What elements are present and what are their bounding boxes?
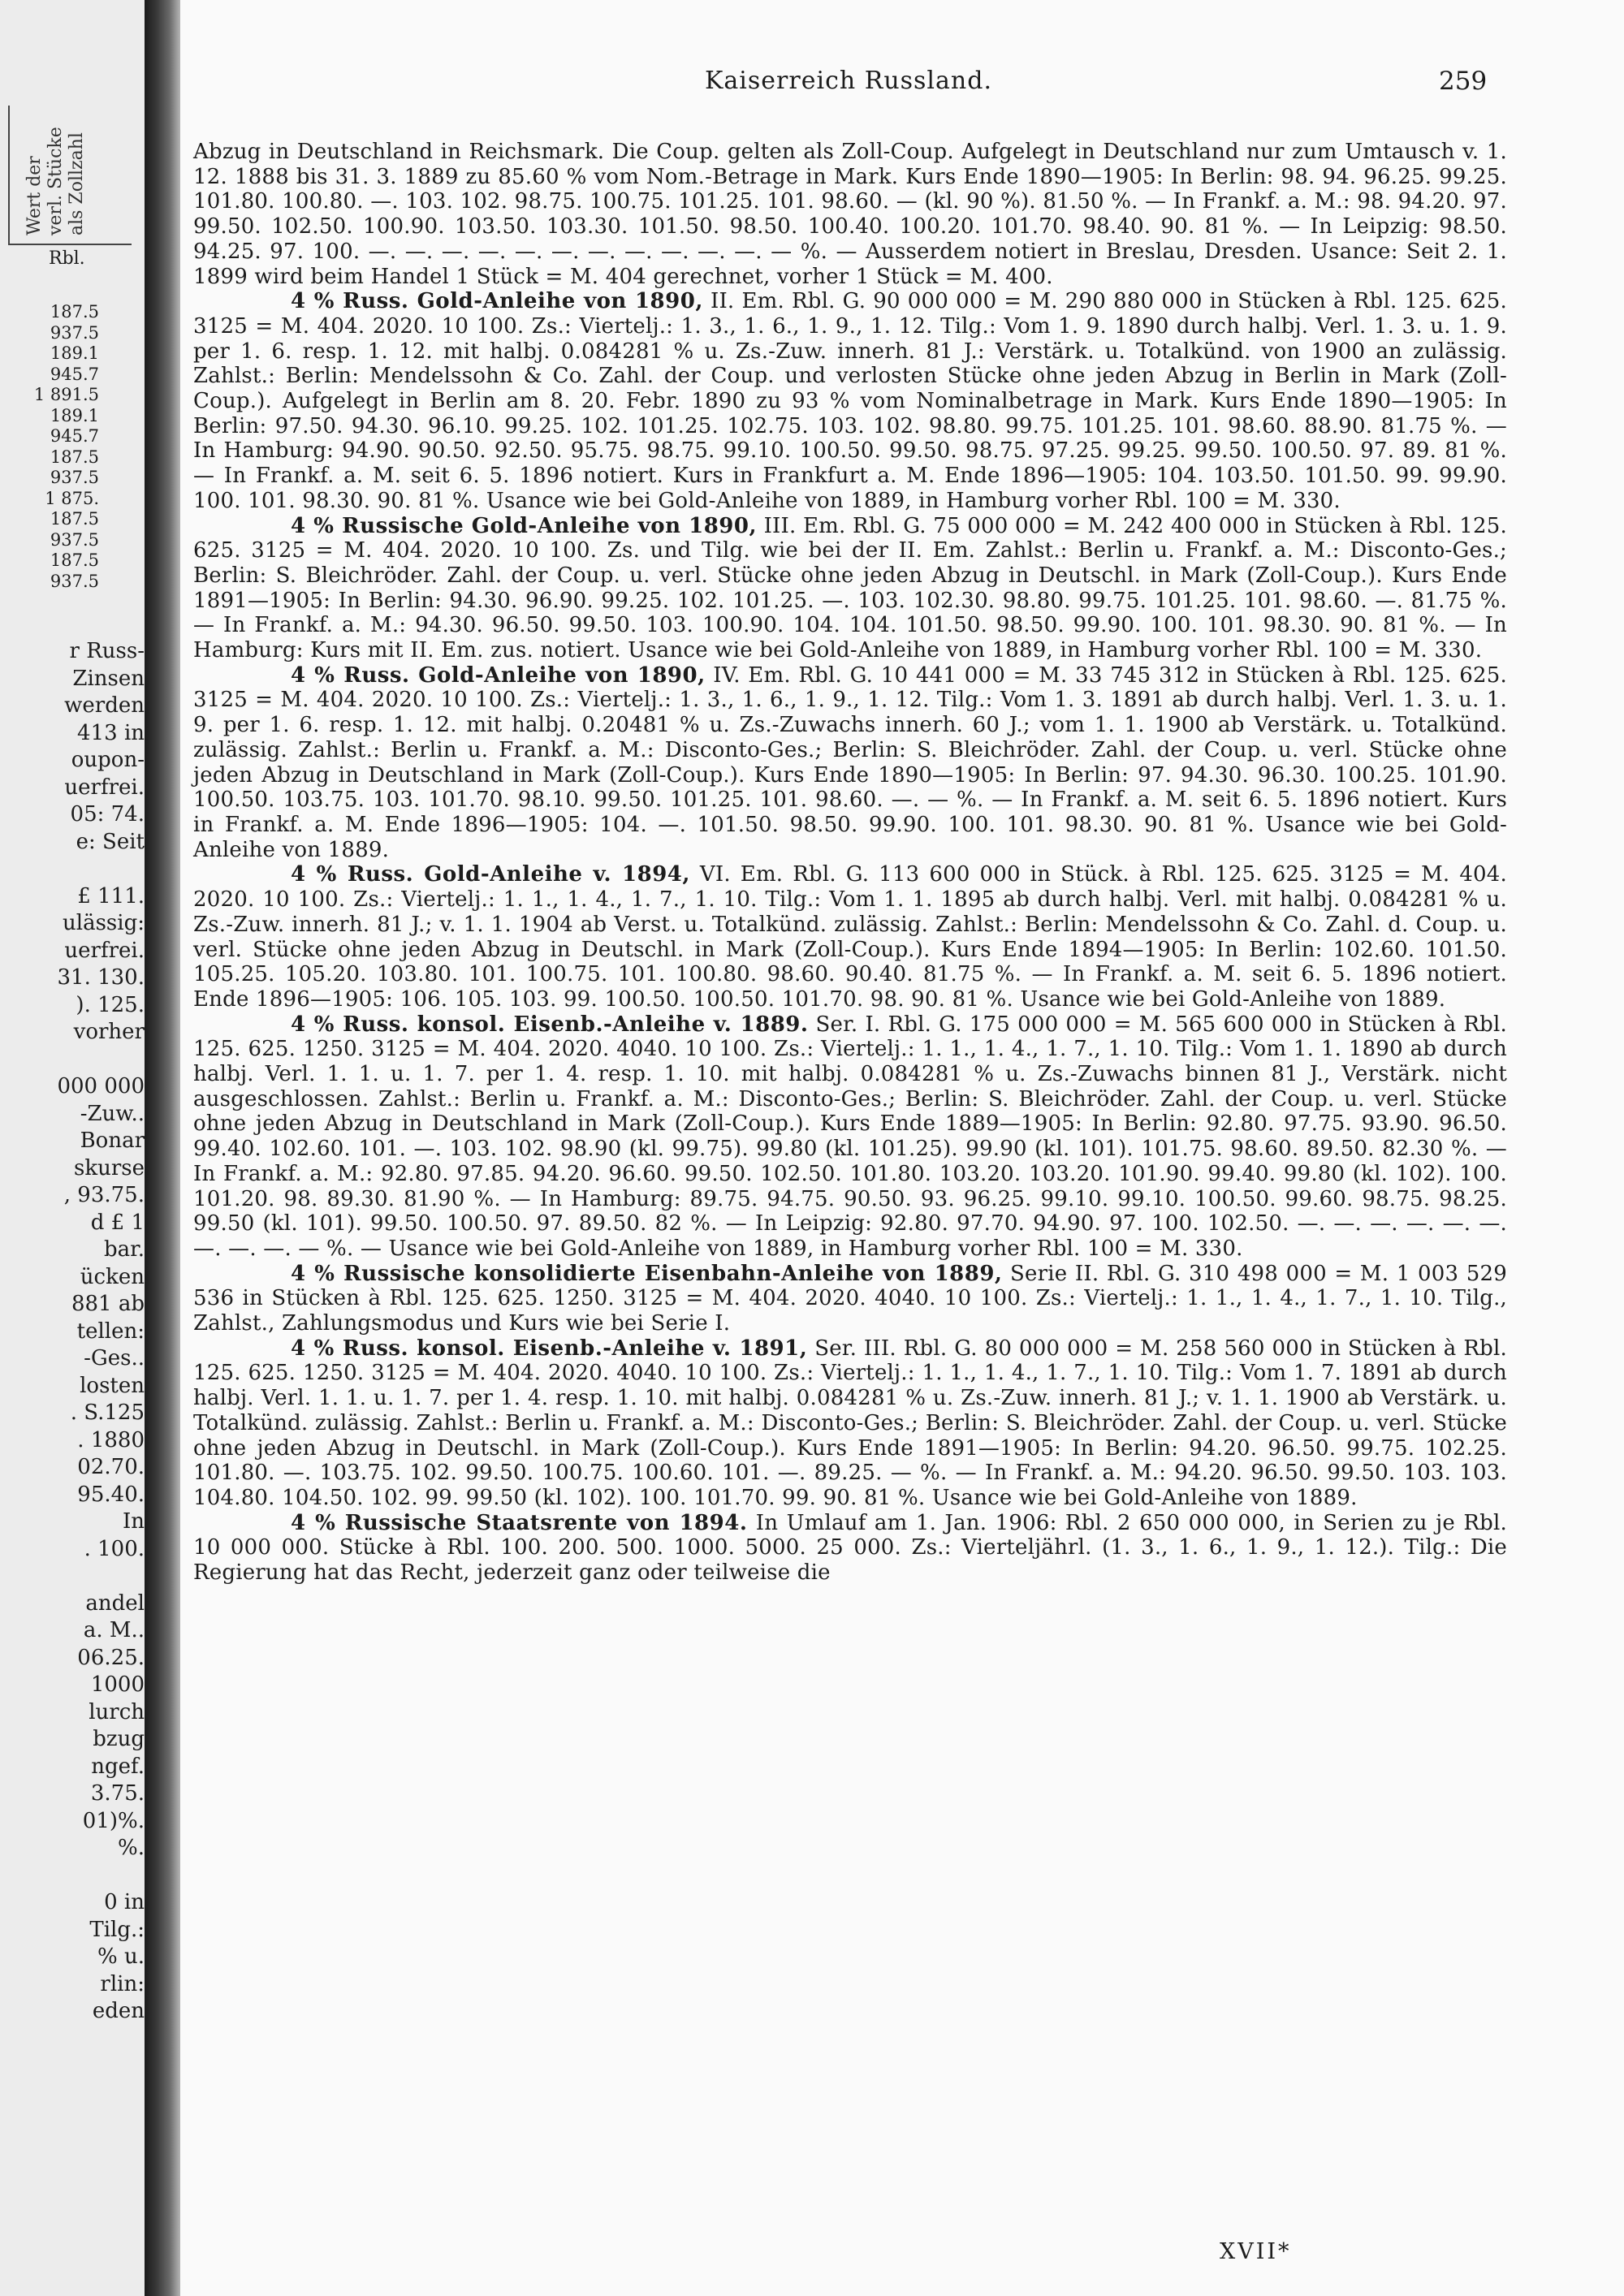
previous-page-line-fragment: %. (118, 1836, 145, 1860)
previous-page-line-fragment: £ 111. (77, 883, 145, 908)
previous-page-line-fragment: tellen: (76, 1318, 145, 1344)
previous-page-line-fragment: 0 in (104, 1890, 145, 1914)
previous-page-line-fragment: 000 000 (57, 1074, 145, 1098)
value-column-list (31, 302, 99, 592)
previous-page-line-fragment: 05: 74. (70, 802, 145, 826)
previous-page-line-fragment: bzug (93, 1727, 145, 1751)
value-column-currency: Rbl. (49, 248, 85, 269)
bond-entry-text: VI. Em. Rbl. G. 113 600 000 in Stück. à Rbl. 125. 625. 3125 = M. 404. 2020. 10 100. Zs.: Viertelj.: 1. 1., 1. 4., 1. 7., 1. 10. Tilg.: Vom 1. 1. 1895 ab durch halbj. Verl. mit halbj. 0.084281 % u. Zs.-Zuw. innerh. 81 J.; v. 1. 1. 1904 ab Verst. u. Totalkünd. zulässig. Zahlst.: Berlin: Mendelssohn & Co. Zahl. d. Coup. u. verl. Stücke ohne jeden Abzug in Deutschl. in Mark (Zoll-Coup.). Kurs Ende 1894—1905: In Berlin: 102.60. 101.50. 105.25. 105.20. 103.80. 101. 100.75. 101. 100.80. 98.60. 90.40. 81.75 %. — In Frankf. a. M. seit 6. 5. 1896 notiert. Ende 1896—1905: 106. 105. 103. 99. 100.50. 100.50. 101.70. 98. 90. 81 %. Usance wie bei Gold-Anleihe von 1889. (193, 862, 1508, 1012)
value-column-entry: 189.1 (50, 343, 99, 363)
bond-entry (193, 289, 1507, 513)
previous-page-line-fragment: vorher (73, 1020, 145, 1044)
previous-page-line-fragment: Zinsen (72, 666, 145, 691)
previous-page-line-fragment (0, 1563, 145, 1590)
previous-page-line-fragment: r Russ- (69, 639, 145, 663)
previous-page-line-fragment: e: Seit (76, 829, 145, 854)
previous-page-line-fragment (0, 1047, 145, 1074)
value-column-entry: 945.7 (50, 426, 99, 446)
bond-entry-heading: 4 % Russ. Gold-Anleihe v. 1894, (291, 862, 690, 887)
value-column-entry: 937.5 (50, 322, 99, 343)
bond-entry-text: III. Em. Rbl. G. 75 000 000 = M. 242 400 000 in Stücken à Rbl. 125. 625. 3125 = M. 404. 2020. 10 100. Zs. und Tilg. wie bei der II. Em. Zahlst.: Berlin u. Frankf. a. M.: Disconto-Ges.; Berlin: S. Bleichröder. Zahl. der Coup. u. verl. Stücke ohne jeden Abzug in Deutschl. in Mark (Zoll-Coup.). Kurs Ende 1891—1905: In Berlin: 94.30. 96.90. 99.25. 102. 101.25. —. 103. 102.30. 98.80. 99.75. 101.25. 101. 98.60. —. 81.75 %. — In Frankf. a. M.: 94.30. 96.50. 99.50. 103. 100.90. 104. 104. 101.50. 98.50. 99.90. 100. 101. 98.30. 90. 81 %. — In Hamburg: Kurs mit II. Em. zus. notiert. Usance wie bei Gold-Anleihe von 1889, in Hamburg vorher Rbl. 100 = M. 330. (193, 513, 1507, 663)
previous-page-line-fragment: -Zuw.. (80, 1101, 145, 1126)
previous-page-line-fragment: oupon- (71, 748, 145, 772)
page-title: Kaiserreich Russland. (705, 67, 992, 95)
previous-page-line-fragment: . 1880 (77, 1427, 145, 1452)
previous-page-line-fragment: 02.70. (77, 1455, 145, 1479)
previous-page-line-fragment: a. M.. (83, 1618, 145, 1642)
previous-page-line-fragment: -Ges.. (84, 1346, 145, 1370)
bond-entry-text: Ser. III. Rbl. G. 80 000 000 = M. 258 560 000 in Stücken à Rbl. 125. 625. 1250. 3125 = M. 404. 2020. 4040. 10 100. Zs.: Viertelj.: 1. 1., 1. 4., 1. 7., 1. 10. Tilg.: Vom 1. 7. 1891 ab durch halbj. Verl. 1. 1. u. 1. 7. per 1. 4. resp. 1. 10. mit halbj. 0.084281 % u. Zs.-Zuw. innerh. 81 J.; v. 1. 1. 1900 ab Verstärk. u. Totalkünd. zulässig. Zahlst.: Berlin u. Frankf. a. M.: Disconto-Ges.; Berlin: S. Bleichröder. Zahl. der Coup. u. verl. Stücke ohne jeden Abzug in Deutschl. in Mark (Zoll-Coup.). Kurs Ende 1891—1905: In Berlin: 94.20. 96.50. 99.75. 102.25. 101.80. —. 103.75. 102. 99.50. 100.75. 100.60. 101. —. 89.25. — %. — In Frankf. a. M.: 94.20. 96.50. 99.50. 103. 103. 104.80. 104.50. 102. 99. 99.50 (kl. 102). 100. 101.70. 99. 90. 81 %. Usance wie bei Gold-Anleihe von 1889. (193, 1336, 1507, 1510)
bond-entry-heading: 4 % Russische konsolidierte Eisenbahn-Anleihe von 1889, (291, 1261, 1003, 1286)
previous-page-line-fragment: ulässig: (63, 911, 145, 935)
bond-entry-text: Ser. I. Rbl. G. 175 000 000 = M. 565 600 000 in Stücken à Rbl. 125. 625. 1250. 3125 = M. 404. 2020. 4040. 10 100. Zs.: Viertelj.: 1. 1., 1. 4., 1. 7., 1. 10. Tilg.: Vom 1. 1. 1890 ab durch halbj. Verl. 1. 1. u. 1. 7. per 1. 4. resp. 1. 10. mit halbj. 0.084281 % u. Zs.-Zuwachs binnen 81 J., Verstärk. nicht ausgeschlossen. Zahlst.: Berlin u. Frankf. a. M.: Disconto-Ges.; Berlin: S. Bleichröder. Zahl. der Coup. u. verl. Stücke ohne jeden Abzug in Deutschland in Mark (Zoll-Coup.). Kurs Ende 1889—1905: In Berlin: 92.80. 97.75. 93.90. 96.50. 99.40. 102.60. 101. —. 103. 102. 98.90 (kl. 99.75). 99.80 (kl. 101.25). 99.90 (kl. 101). 101.75. 98.60. 89.50. 82.30 %. — In Frankf. a. M.: 92.80. 97.85. 94.20. 96.60. 99.50. 102.50. 101.80. 103.20. 103.20. 101.90. 99.40. 99.80 (kl. 102). 100. 101.20. 98. 89.30. 81.90 %. — In Hamburg: 89.75. 94.75. 90.50. 93. 96.25. 99.10. 99.10. 100.50. 99.60. 98.75. 98.25. 99.50 (kl. 101). 99.50. 100.50. 97. 89.50. 82 %. — In Leipzig: 92.80. 97.70. 94.90. 97. 100. 102.50. —. —. —. —. —. —. —. —. —. — %. — Usance wie bei Gold-Anleihe von 1889, in Hamburg vorher Rbl. 100 = M. 330. (193, 1012, 1507, 1261)
previous-page-line-fragment: 3.75. (90, 1781, 145, 1806)
value-column-entry: 187.5 (50, 447, 99, 467)
value-column-entry: 189.1 (50, 405, 99, 425)
previous-page-line-fragment: eden (92, 1999, 145, 2023)
value-column-entry: 937.5 (50, 529, 99, 550)
value-column-entry: 1 891.5 (33, 385, 99, 404)
printer-signature-mark: XVII* (1220, 2239, 1292, 2264)
previous-page-edge (0, 0, 145, 2296)
previous-page-line-fragment: % u. (97, 1944, 145, 1969)
bond-entry (193, 1336, 1507, 1511)
bond-entry (193, 514, 1507, 663)
book-spine (145, 0, 180, 2296)
value-column-entry: 187.5 (50, 550, 99, 570)
value-column-entry: 937.5 (50, 571, 99, 591)
bond-entry-text: II. Em. Rbl. G. 90 000 000 = M. 290 880 000 in Stücken à Rbl. 125. 625. 3125 = M. 404. 2020. 10 100. Zs.: Viertelj.: 1. 3., 1. 6., 1. 9., 1. 12. Tilg.: Vom 1. 9. 1890 durch halbj. Verl. 1. 3. u. 1. 9. per 1. 6. resp. 1. 12. mit halbj. 0.084281 % u. Zs.-Zuw. innerh. 81 J.: Verstärk. u. Totalkünd. von 1900 an zulässig. Zahlst.: Berlin: Mendelssohn & Co. Zahl. der Coup. und verlosten Stücke ohne jeden Abzug in Berlin in Mark (Zoll-Coup.). Aufgelegt in Berlin am 8. 20. Febr. 1890 zu 93 % vom Nominalbetrage in Mark. Kurs Ende 1890—1905: In Berlin: 97.50. 94.30. 96.10. 99.25. 102. 101.25. 102.75. 103. 102. 98.80. 99.75. 101.25. 101. 98.60. 88.90. 81.75 %. — In Hamburg: 94.90. 90.50. 92.50. 95.75. 98.75. 99.10. 100.50. 99.50. 98.75. 97.25. 99.25. 99.50. 100.50. 97. 89. 81 %. — In Frankf. a. M. seit 6. 5. 1896 notiert. Kurs in Frankfurt a. M. Ende 1896—1905: 104. 103.50. 101.50. 99. 99.90. 100. 101. 98.30. 90. 81 %. Usance wie bei Gold-Anleihe von 1889, in Hamburg vorher Rbl. 100 = M. 330. (193, 289, 1508, 513)
bond-entry (193, 862, 1507, 1012)
bond-entry-text: IV. Em. Rbl. G. 10 441 000 = M. 33 745 312 in Stücken à Rbl. 125. 625. 3125 = M. 404. 2020. 10 100. Zs.: Viertelj.: 1. 3., 1. 6., 1. 9., 1. 12. Tilg.: Vom 1. 3. 1891 ab durch halbj. Verl. 1. 3. u. 1. 9. per 1. 6. resp. 1. 12. mit halbj. 0.20481 % u. Zs.-Zuwachs innerh. 60 J.; vom 1. 1. 1900 ab Verstärk. u. Totalkünd. zulässig. Zahlst.: Berlin u. Frankf. a. M.: Disconto-Ges.; Berlin: S. Bleichröder. Zahl. der Coup. u. verl. Stücke ohne jeden Abzug in Deutschland in Mark (Zoll-Coup.). Kurs Ende 1890—1905: In Berlin: 97. 94.30. 96.30. 100.25. 101.90. 100.50. 103.75. 103. 101.70. 98.10. 99.50. 101.25. 101. 98.60. —. — %. — In Frankf. a. M. seit 6. 5. 1896 notiert. Kurs in Frankf. a. M. Ende 1896—1905: 104. —. 101.50. 98.50. 99.90. 100. 101. 98.30. 90. 81 %. Usance wie bei Gold-Anleihe von 1889. (193, 662, 1507, 862)
previous-page-line-fragment: 06.25. (77, 1645, 145, 1670)
bond-entry-heading: 4 % Russ. konsol. Eisenb.-Anleihe v. 1889. (291, 1012, 809, 1037)
previous-page-line-fragment: lurch (89, 1699, 145, 1724)
page-body (193, 140, 1507, 1586)
previous-page-line-fragment: skurse (73, 1155, 145, 1180)
previous-page-line-fragment (0, 1862, 145, 1890)
previous-page-line-fragment: Tilg.: (89, 1917, 145, 1942)
bond-entry-heading: 4 % Russ. konsol. Eisenb.-Anleihe v. 1891, (291, 1336, 808, 1361)
previous-page-line-fragment: werden (64, 693, 145, 718)
previous-page-line-fragment: 1000 (90, 1672, 145, 1697)
bond-entry (193, 1262, 1507, 1336)
page-number: 259 (1439, 67, 1488, 96)
previous-page-line-fragment: rlin: (100, 1971, 145, 1996)
previous-page-line-fragment: ). 125. (76, 992, 145, 1017)
previous-page-line-fragment: . S.125 (70, 1400, 145, 1425)
previous-page-line-fragment: In (122, 1509, 145, 1534)
previous-page-line-fragment: uerfrei. (64, 775, 145, 800)
previous-page-line-fragment: , 93.75. (63, 1183, 145, 1207)
bond-entry (193, 140, 1507, 289)
previous-page-line-fragment: ücken (80, 1264, 145, 1289)
previous-page-line-fragment: Bonar (80, 1129, 145, 1153)
bond-entry-text: Abzug in Deutschland in Reichsmark. Die Coup. gelten als Zoll-Coup. Aufgelegt in Deutschland nur zum Umtausch v. 1. 12. 1888 bis 31. 3. 1889 zu 85.60 % vom Nom.-Betrage in Mark. Kurs Ende 1890—1905: In Berlin: 98. 94. 96.25. 99.25. 101.80. 100.80. —. 103. 102. 98.75. 100.75. 101.25. 101. 98.60. — (kl. 90 %). 81.50 %. — In Frankf. a. M.: 98. 94.20. 97. 99.50. 102.50. 100.90. 103.50. 103.30. 101.50. 98.50. 100.40. 100.20. 101.70. 98.40. 90. 81 %. — In Leipzig: 98.50. 94.25. 97. 100. —. —. —. —. —. —. —. —. —. —. —. — %. — Ausserdem notiert in Breslau, Dresden. Usance: Seit 2. 1. 1899 wird beim Handel 1 Stück = M. 404 gerechnet, vorher 1 Stück = M. 400. (193, 140, 1507, 289)
previous-page-line-fragment: ngef. (91, 1754, 145, 1779)
bond-entry-text: Serie II. Rbl. G. 310 498 000 = M. 1 003 529 536 in Stücken à Rbl. 125. 625. 1250. 3125 = M. 404. 2020. 4040. 10 100. Zs.: Viertelj.: 1. 1., 1. 4., 1. 7., 1. 10. Tilg., Zahlst., Zahlungsmodus und Kurs wie bei Serie I. (193, 1261, 1507, 1336)
bond-entry (193, 1511, 1507, 1586)
bond-entry-heading: 4 % Russische Gold-Anleihe von 1890, (291, 513, 758, 538)
bond-entry (193, 663, 1507, 863)
running-header (180, 67, 1624, 99)
value-column-entry: 937.5 (50, 468, 99, 487)
previous-page-line-fragment: bar. (104, 1237, 145, 1262)
previous-page-line-fragment: 413 in (77, 720, 145, 745)
bond-entry (193, 1012, 1507, 1262)
previous-page-line-fragment: 31. 130. (57, 965, 145, 990)
bond-entry-heading: 4 % Russische Staatsrente von 1894. (291, 1510, 748, 1535)
previous-page-line-fragment (0, 856, 145, 883)
value-column-entry: 187.5 (50, 509, 99, 529)
previous-page-text-fragments (0, 638, 145, 2026)
previous-page-line-fragment: 01)%. (82, 1808, 145, 1833)
previous-page-line-fragment: andel (85, 1590, 145, 1616)
bond-entry-heading: 4 % Russ. Gold-Anleihe von 1890, (291, 289, 703, 314)
previous-page-line-fragment: losten (80, 1373, 145, 1398)
value-column-entry: 945.7 (50, 364, 99, 384)
value-column-entry: 187.5 (50, 302, 99, 322)
bond-entry-text: In Umlauf am 1. Jan. 1906: Rbl. 2 650 000 000, in Serien zu je Rbl. 10 000 000. Stücke à Rbl. 100. 200. 500. 1000. 5000. 25 000. Zs.: Vierteljährl. (1. 3., 1. 6., 1. 9., 1. 12.). Tilg.: Die Regierung hat das Recht, jederzeit ganz oder teilweise die (193, 1510, 1507, 1586)
value-column-header: Wert der verl. Stücke als Zollzahl (24, 127, 87, 235)
previous-page-line-fragment: 95.40. (77, 1482, 145, 1507)
value-column-entry: 1 875. (45, 488, 99, 508)
previous-page-line-fragment: d £ 1 (90, 1210, 145, 1235)
previous-page-line-fragment: uerfrei. (64, 938, 145, 963)
previous-page-line-fragment: 881 ab (71, 1292, 145, 1316)
book-page (180, 0, 1624, 2296)
previous-page-line-fragment: . 100. (84, 1536, 145, 1561)
bond-entry-heading: 4 % Russ. Gold-Anleihe von 1890, (291, 662, 706, 688)
